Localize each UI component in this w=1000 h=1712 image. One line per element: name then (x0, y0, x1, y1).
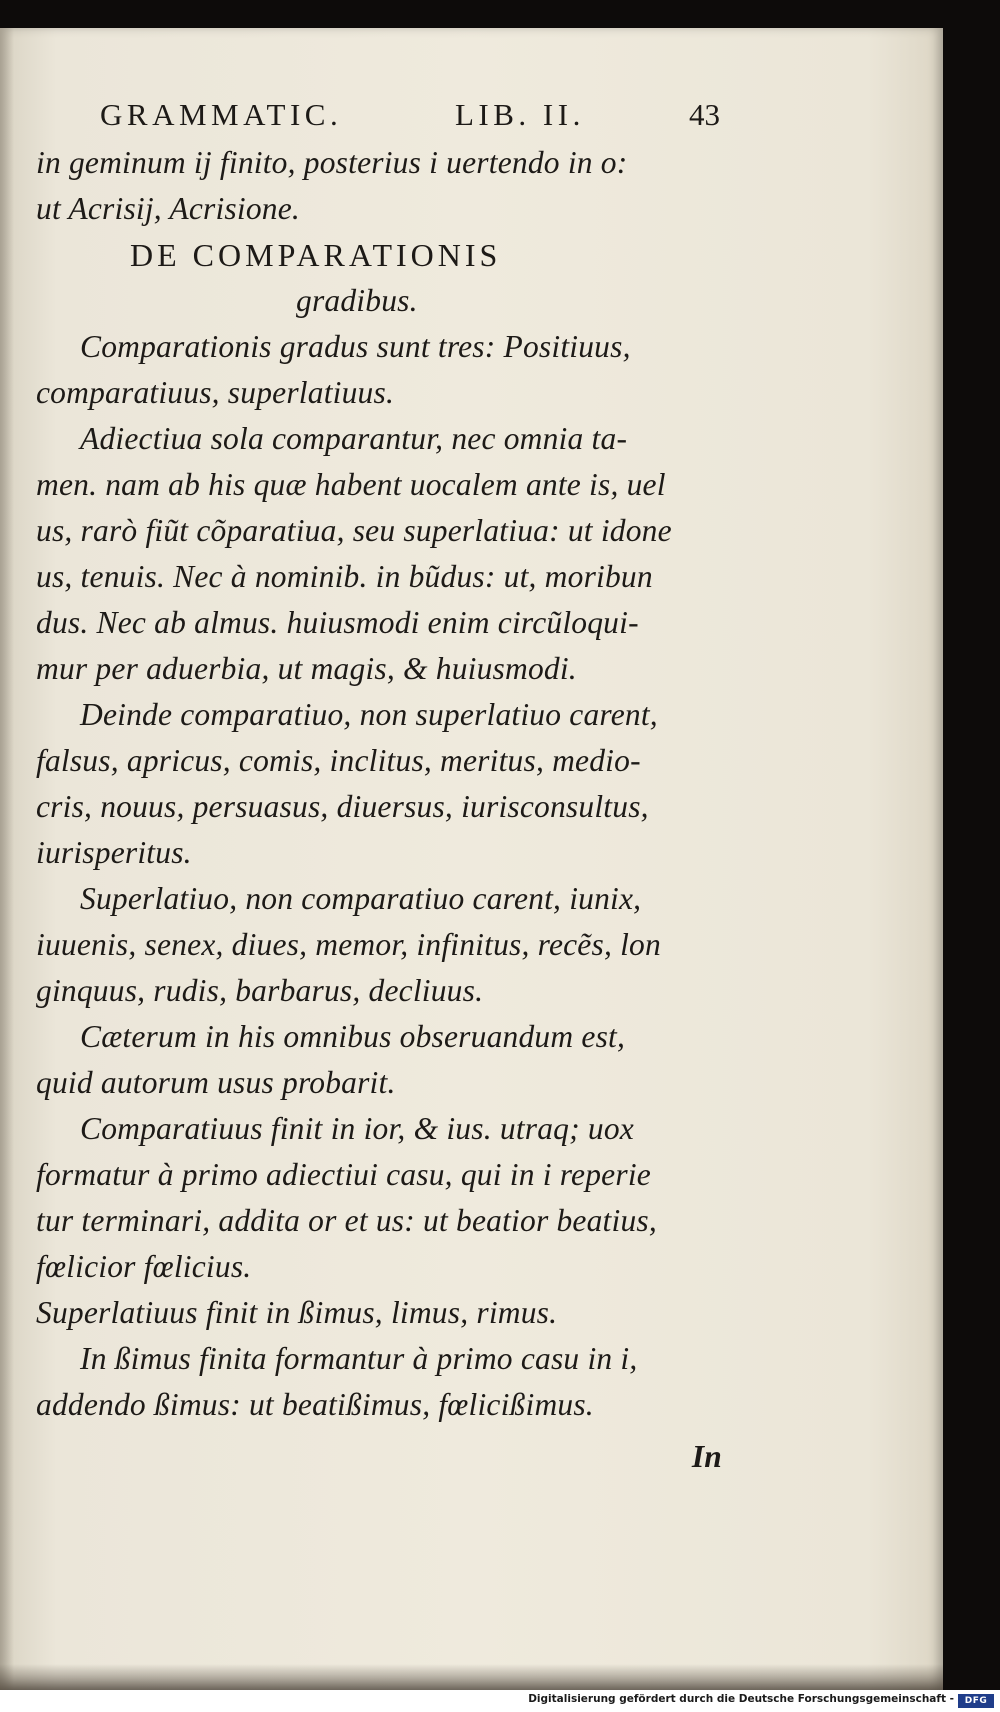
text-line: falsus, apricus, comis, inclitus, meritus, medio- (36, 743, 641, 778)
text-line: Comparationis gradus sunt tres: Positiuus, (80, 329, 631, 364)
digitization-footer (0, 1690, 1000, 1712)
text-line: in geminum ij finito, posterius i uertendo in o: (36, 145, 628, 180)
text-line: Comparatiuus finit in ior, & ius. utraq; uox (80, 1111, 634, 1146)
text-line: Cæterum in his omnibus obseruandum est, (80, 1019, 626, 1054)
text-line: men. nam ab his quæ habent uocalem ante is, uel (36, 467, 666, 502)
running-head-book: LIB. II. (455, 97, 585, 132)
dfg-logo-icon: DFG (958, 1694, 994, 1708)
text-line: cris, nouus, persuasus, diuersus, iurisconsultus, (36, 789, 649, 824)
page-number: 43 (689, 97, 720, 132)
text-line: Superlatiuo, non comparatiuo carent, iunix, (80, 881, 642, 916)
running-head-title: GRAMMATIC. (100, 97, 343, 132)
text-line: addendo ßimus: ut beatißimus, fœlicißimus. (36, 1387, 594, 1422)
text-line: Deinde comparatiuo, non superlatiuo carent, (80, 697, 658, 732)
text-line: comparatiuus, superlatiuus. (36, 375, 395, 410)
text-line: us, rarò fiũt cõparatiua, seu superlatiua: ut idone (36, 513, 672, 548)
text-line: ut Acrisij, Acrisione. (36, 191, 300, 226)
text-line: formatur à primo adiectiui casu, qui in i reperie (36, 1157, 651, 1192)
section-subheading: gradibus. (296, 283, 418, 318)
funding-credit: Digitalisierung gefördert durch die Deutsche Forschungsgemeinschaft - (528, 1693, 954, 1705)
text-line: In ßimus finita formantur à primo casu in i, (80, 1341, 638, 1376)
section-heading: DE COMPARATIONIS (130, 237, 502, 273)
text-line: tur terminari, addita or et us: ut beatior beatius, (36, 1203, 657, 1238)
text-line: Superlatiuus finit in ßimus, limus, rimus. (36, 1295, 558, 1330)
catchword: In (691, 1439, 722, 1474)
page-gutter-shadow (0, 28, 14, 1690)
text-line: iuuenis, senex, diues, memor, infinitus, recẽs, lon (36, 927, 661, 962)
text-line: dus. Nec ab almus. huiusmodi enim circũloqui- (36, 605, 639, 640)
page-bottom-shadow (0, 1664, 943, 1690)
running-head (100, 92, 720, 140)
text-line: mur per aduerbia, ut magis, & huiusmodi. (36, 651, 577, 686)
text-line: Adiectiua sola comparantur, nec omnia ta- (80, 421, 628, 456)
text-line: fœlicior fœlicius. (36, 1249, 252, 1284)
text-line: ginquus, rudis, barbarus, decliuus. (36, 973, 484, 1008)
text-line: quid autorum usus probarit. (36, 1065, 396, 1100)
text-line: iurisperitus. (36, 835, 192, 870)
page-text (36, 92, 726, 1480)
text-line: us, tenuis. Nec à nominib. in bũdus: ut, moribun (36, 559, 653, 594)
